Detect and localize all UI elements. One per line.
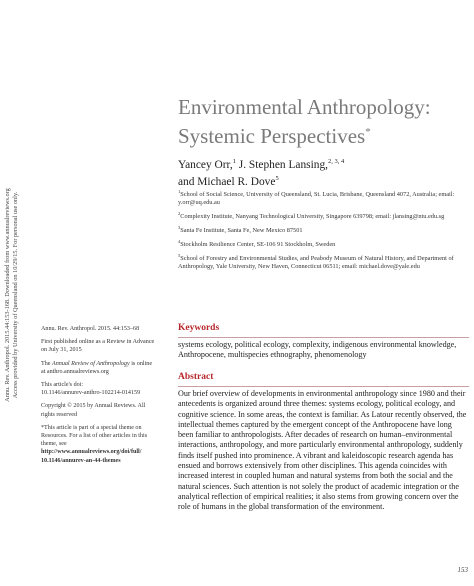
theme-note-text: *This article is part of a special theme on Resources. For a list of other articles in this theme, see: [41, 424, 148, 448]
title-marker: *: [365, 126, 371, 138]
affiliation-num: 4: [178, 239, 181, 245]
abstract-divider: [178, 386, 469, 387]
journal-name: Annual Review of Anthropology: [52, 360, 130, 367]
title-line2: Systemic Perspectives: [178, 124, 366, 148]
keywords-text: systems ecology, political ecology, complexity, indigenous environmental knowledge, Anthropocene, multispecies ethnography, phenomenology: [178, 340, 457, 360]
article-metadata: [41, 325, 157, 470]
journal-citation: Annu. Rev. Anthropol. 2015. 44:153–68: [41, 326, 140, 332]
affiliation-text: Santa Fe Institute, Santa Fe, New Mexico 87501: [180, 227, 303, 235]
affiliation-num: 3: [178, 225, 181, 231]
doi-label: This article's doi:: [41, 382, 84, 389]
copyright-note: Copyright © 2015 by Annual Reviews. All rights reserved: [41, 403, 146, 418]
affiliation-text: School of Social Science, University of Queensland, St. Lucia, Brisbane, Queensland 4072, Australia; email: y.orr@uq.edu.au: [178, 191, 455, 207]
keywords-heading: Keywords: [178, 323, 220, 333]
abstract-text: Our brief overview of developments in environmental anthropology since 1980 and their antecedents is organized around three themes: systems ecology, political ecology, and cognitive science. In some areas, the context is familiar. As Latour recently observed, the intellectual themes captured by the emergent concept of the Anthropocene have long been familiar to anthropologists. After decades of research on human–environmental interactions, anthropology, and more particularly environmental anthropology, suddenly finds itself pushed into prominence. A vibrant and kaleidoscopic research agenda has ensued and borrows extensively from other disciplines. This agenda coincides with increased interest in coupled human and natural systems from both the social and the natural sciences. Such attention is not solely the product of academic integration or the analytical reflection of empirical realities; it also stems from growing concern over the role of humans in the global transformation of the environment.: [178, 389, 467, 512]
affiliation-num: 5: [178, 253, 181, 259]
doi-value[interactable]: 10.1146/annurev-anthro-102214-014159: [41, 390, 141, 397]
keywords-divider: [178, 337, 469, 338]
author-dove: and Michael R. Dove: [178, 175, 276, 188]
online-note: [41, 360, 157, 376]
theme-note: [41, 424, 157, 465]
side-note-line1: Annu. Rev. Anthropol. 2015.44:153-168. Downloaded from www.annualreviews.org: [4, 188, 11, 402]
online-suffix: is online at anthro.annualreviews.org: [41, 360, 153, 375]
affiliation-text: School of Forestry and Environmental Studies, and Peabody Museum of Natural History, and Department of Anthropology, Yale University, New Haven, Connecticut 06511; email: michael.dove@yale.edu: [178, 255, 454, 271]
affiliation-1: [178, 188, 468, 207]
author-lansing: J. Stephen Lansing,: [235, 158, 329, 171]
download-side-note: [0, 165, 24, 425]
abstract-heading: Abstract: [178, 372, 214, 382]
article-title: [178, 95, 468, 149]
author-orr: Yancey Orr,: [178, 158, 233, 171]
publication-note: First published online as a Review in Advance on July 31, 2015: [41, 339, 155, 354]
author-orr-affil: 1: [232, 158, 236, 165]
affiliation-num: 2: [178, 211, 181, 217]
online-prefix: The: [41, 360, 52, 367]
title-line1: Environmental Anthropology:: [178, 95, 431, 119]
affiliation-4: [178, 238, 468, 249]
theme-link-doi[interactable]: 10.1146/annurev-an-44-themes: [41, 457, 121, 464]
author-dove-affil: 5: [275, 174, 279, 182]
theme-link[interactable]: http://www.annualreviews.org/doi/full/: [41, 449, 142, 456]
affiliation-2: [178, 210, 468, 221]
author-lansing-affil: 2, 3, 4: [328, 158, 345, 165]
author-list: [178, 155, 468, 189]
affiliation-5: [178, 252, 468, 271]
affiliation-text: Stockholm Resilience Center, SE-106 91 Stockholm, Sweden: [180, 241, 336, 249]
page-number: 153: [457, 566, 468, 574]
side-note-line2: Access provided by University of Queensland on 10/29/15. For personal use only.: [12, 191, 19, 399]
affiliation-text: Complexity Institute, Nanyang Technological University, Singapore 639798; email: jlansing@ntu.edu.sg: [180, 213, 445, 221]
affiliation-3: [178, 224, 468, 235]
affiliation-num: 1: [178, 189, 181, 194]
affiliations: [178, 188, 468, 274]
doi-block: [41, 381, 157, 397]
